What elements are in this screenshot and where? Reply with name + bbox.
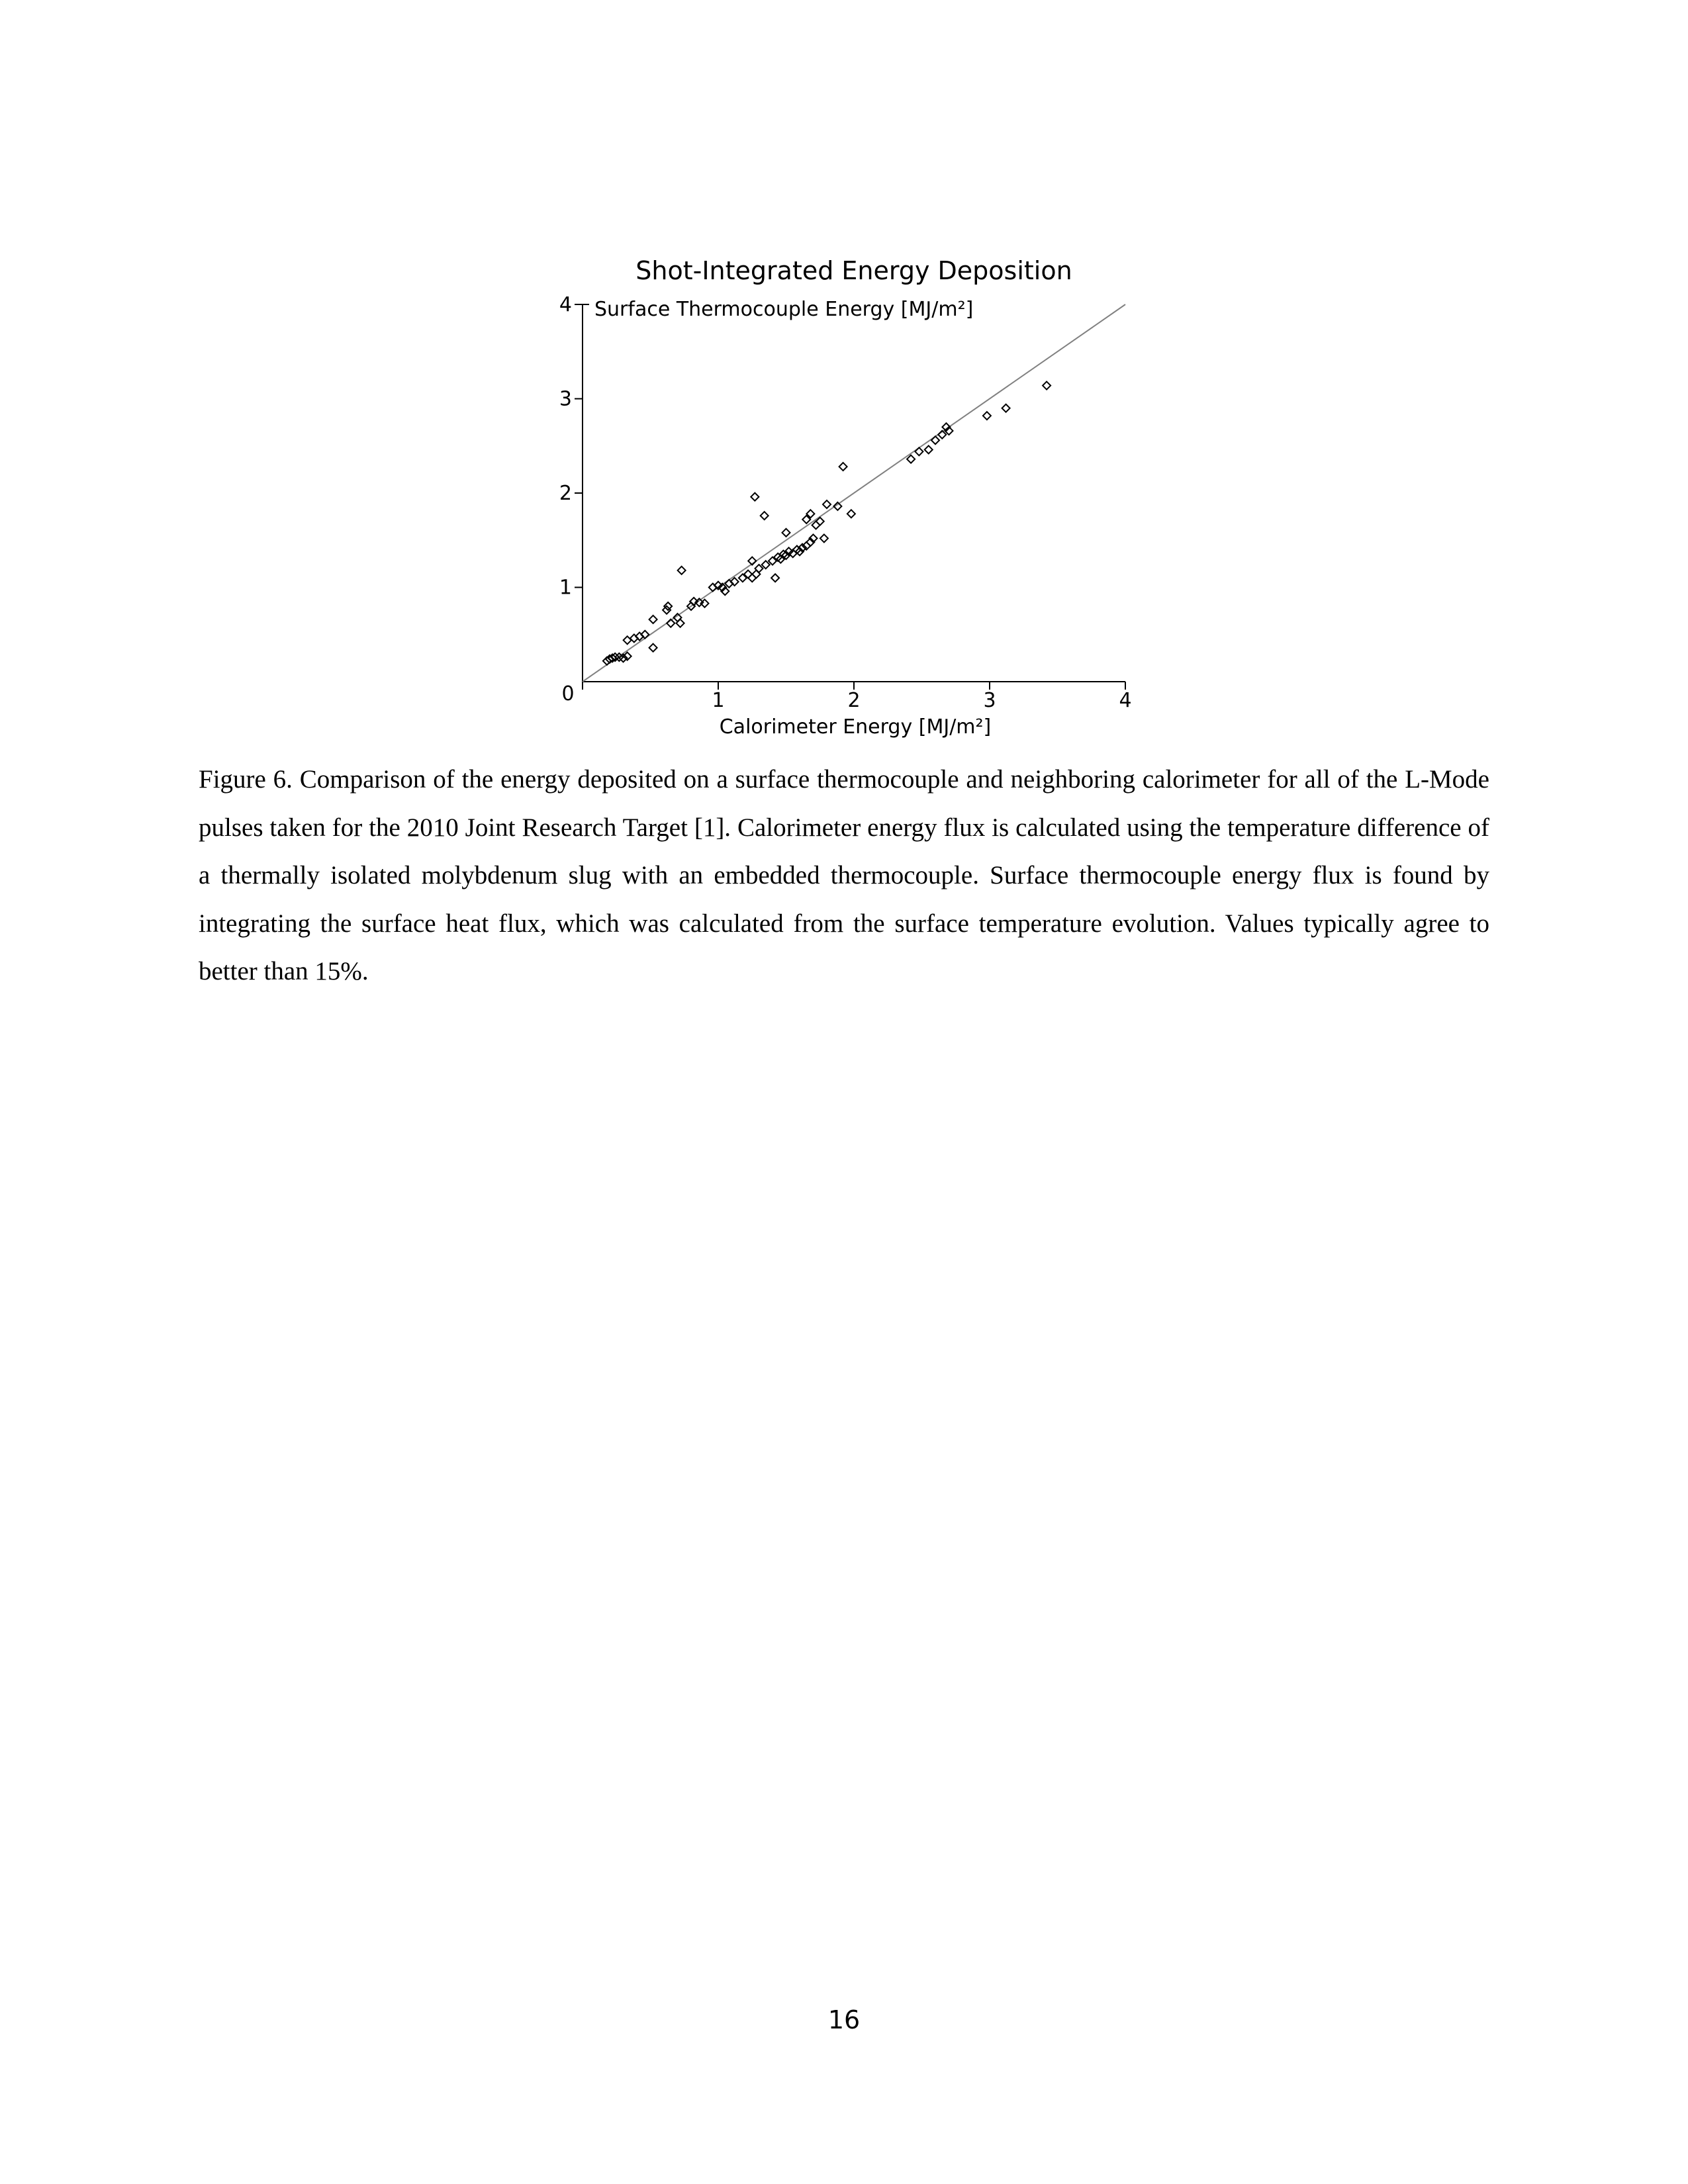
data-point [755,565,763,572]
reference-line [583,304,1125,682]
data-point [931,436,939,444]
chart-title: Shot-Integrated Energy Deposition [635,256,1072,285]
y-tick-label: 3 [559,387,572,411]
y-tick-label: 4 [559,293,572,316]
y-tick-label: 2 [559,482,572,505]
scatter-chart [516,245,1165,748]
data-point [907,455,915,463]
data-point [847,510,855,518]
x-axis-ticks [561,682,1131,712]
y-axis-label: Surface Thermocouple Energy [MJ/m²] [594,298,974,321]
data-point [915,447,923,455]
y-axis-ticks [559,293,583,600]
data-point [752,570,760,578]
x-tick-label: 1 [712,689,725,712]
data-point [925,445,933,453]
data-point [748,574,756,582]
data-point [751,493,759,501]
data-point [762,561,770,569]
data-point [820,534,828,542]
data-point [823,500,831,508]
x-tick-label: 0 [561,682,575,705]
data-point [983,412,991,420]
x-tick-label: 4 [1119,689,1132,712]
data-point [678,567,686,574]
x-tick-label: 2 [847,689,861,712]
data-point [1043,382,1051,390]
data-point [649,644,657,652]
x-axis-label: Calorimeter Energy [MJ/m²] [719,715,992,739]
data-point [664,602,672,610]
data-point [771,574,779,582]
data-point [649,615,657,623]
page-number: 16 [827,2005,861,2034]
data-point [761,512,769,520]
data-point [677,619,684,627]
y-tick-label: 1 [559,576,572,600]
x-tick-label: 3 [983,689,996,712]
data-point [663,606,671,614]
data-point [839,463,847,471]
data-points [603,382,1051,665]
data-point [1002,404,1010,412]
data-point [812,521,820,529]
figure-caption: Figure 6. Comparison of the energy deposited on a surface thermocouple and neighboring calorimeter for all of the L-Mode pulses taken for the 2010 Joint Research Target [1]. Calorimeter energy flux is calculated using the temperature difference of a thermally isolated molybdenum slug with an embedded thermocouple. Surface thermocouple energy flux is found by integrating the surface heat flux, which was calculated from the surface temperature evolution. Values typically agree to better than 15%. [199,765,1489,985]
data-point [782,529,790,537]
